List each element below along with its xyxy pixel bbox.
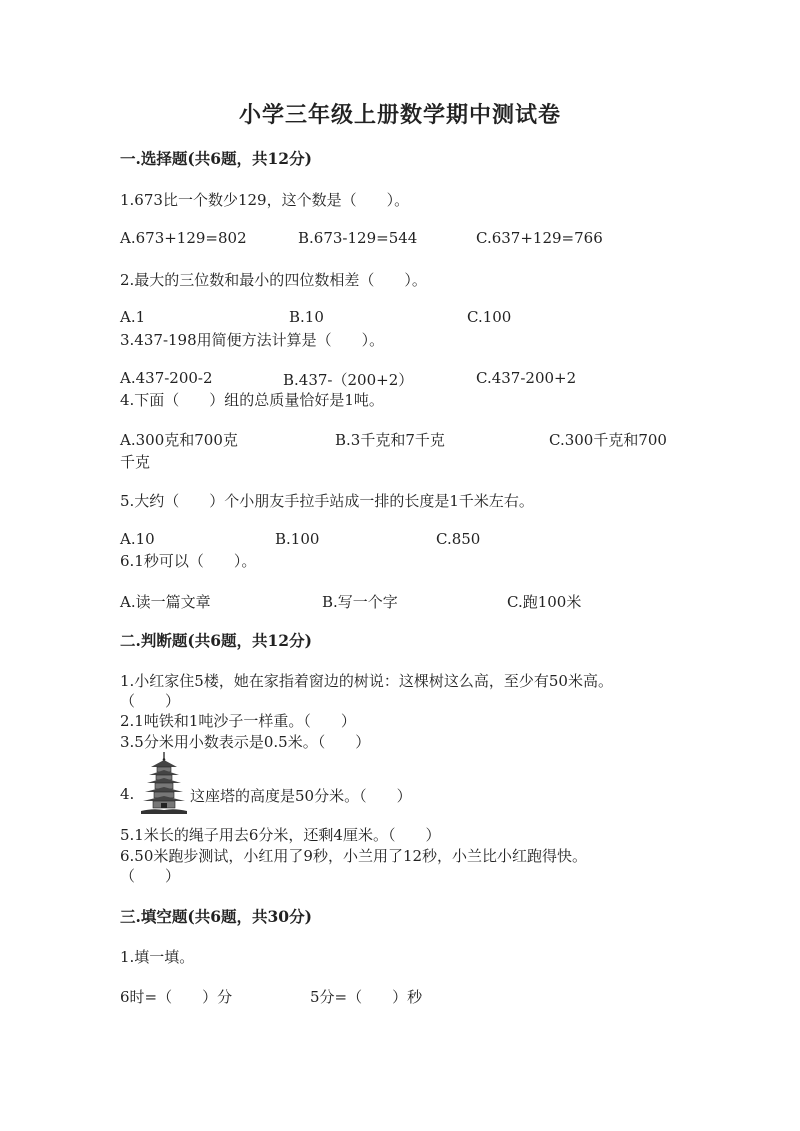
question-text: 2.最大的三位数和最小的四位数相差（ ）。 — [120, 271, 427, 289]
question-text: 2.1吨铁和1吨沙子一样重。（ ） — [120, 712, 356, 730]
option-b: B.10 — [289, 308, 324, 326]
page-title: 小学三年级上册数学期中测试卷 — [238, 102, 561, 128]
question-text: 1.673比一个数少129，这个数是（ ）。 — [120, 191, 410, 209]
fill-blank: 6时=（ ）分 — [120, 988, 233, 1006]
option-a: A.437-200-2 — [120, 369, 213, 387]
option-a: A.读一篇文章 — [120, 593, 211, 611]
answer-bracket: （ ） — [120, 692, 181, 710]
question-number: 4. — [120, 785, 135, 803]
section-header-judgment: 二.判断题(共6题，共12分) — [120, 631, 312, 650]
pagoda-icon — [141, 752, 187, 814]
option-a: A.1 — [120, 308, 146, 326]
option-a: A.673+129=802 — [120, 229, 247, 247]
question-text: 5.1米长的绳子用去6分米，还剩4厘米。（ ） — [120, 826, 441, 844]
option-c: C.637+129=766 — [476, 229, 603, 247]
question-text: 3.5分米用小数表示是0.5米。（ ） — [120, 733, 371, 751]
option-c: C.100 — [467, 308, 512, 326]
option-b: B.437-（200+2） — [283, 371, 414, 389]
question-text: 这座塔的高度是50分米。（ ） — [190, 787, 412, 805]
section-header-fill: 三.填空题(共6题，共30分) — [120, 907, 312, 926]
option-c: C.跑100米 — [507, 593, 582, 611]
option-a: A.300克和700克 — [120, 431, 238, 449]
question-text: 6.1秒可以（ ）。 — [120, 552, 257, 570]
option-c: C.437-200+2 — [476, 369, 577, 387]
question-text: 5.大约（ ）个小朋友手拉手站成一排的长度是1千米左右。 — [120, 492, 534, 510]
option-c: C.300千克和700 — [549, 431, 667, 449]
section-header-choice: 一.选择题(共6题，共12分) — [120, 149, 312, 168]
option-b: B.100 — [275, 530, 320, 548]
option-b: B.3千克和7千克 — [335, 431, 445, 449]
option-b: B.673-129=544 — [298, 229, 418, 247]
answer-bracket: （ ） — [120, 867, 181, 885]
question-text: 6.50米跑步测试，小红用了9秒，小兰用了12秒，小兰比小红跑得快。 — [120, 847, 588, 865]
option-a: A.10 — [120, 530, 155, 548]
question-text: 3.437-198用简便方法计算是（ ）。 — [120, 331, 385, 349]
question-text: 1.填一填。 — [120, 948, 195, 966]
option-c-wrap: 千克 — [120, 453, 151, 471]
fill-blank: 5分=（ ）秒 — [310, 988, 423, 1006]
option-b: B.写一个字 — [322, 593, 398, 611]
question-text: 4.下面（ ）组的总质量恰好是1吨。 — [120, 391, 384, 409]
option-c: C.850 — [436, 530, 481, 548]
question-text: 1.小红家住5楼，她在家指着窗边的树说：这棵树这么高，至少有50米高。 — [120, 672, 613, 690]
